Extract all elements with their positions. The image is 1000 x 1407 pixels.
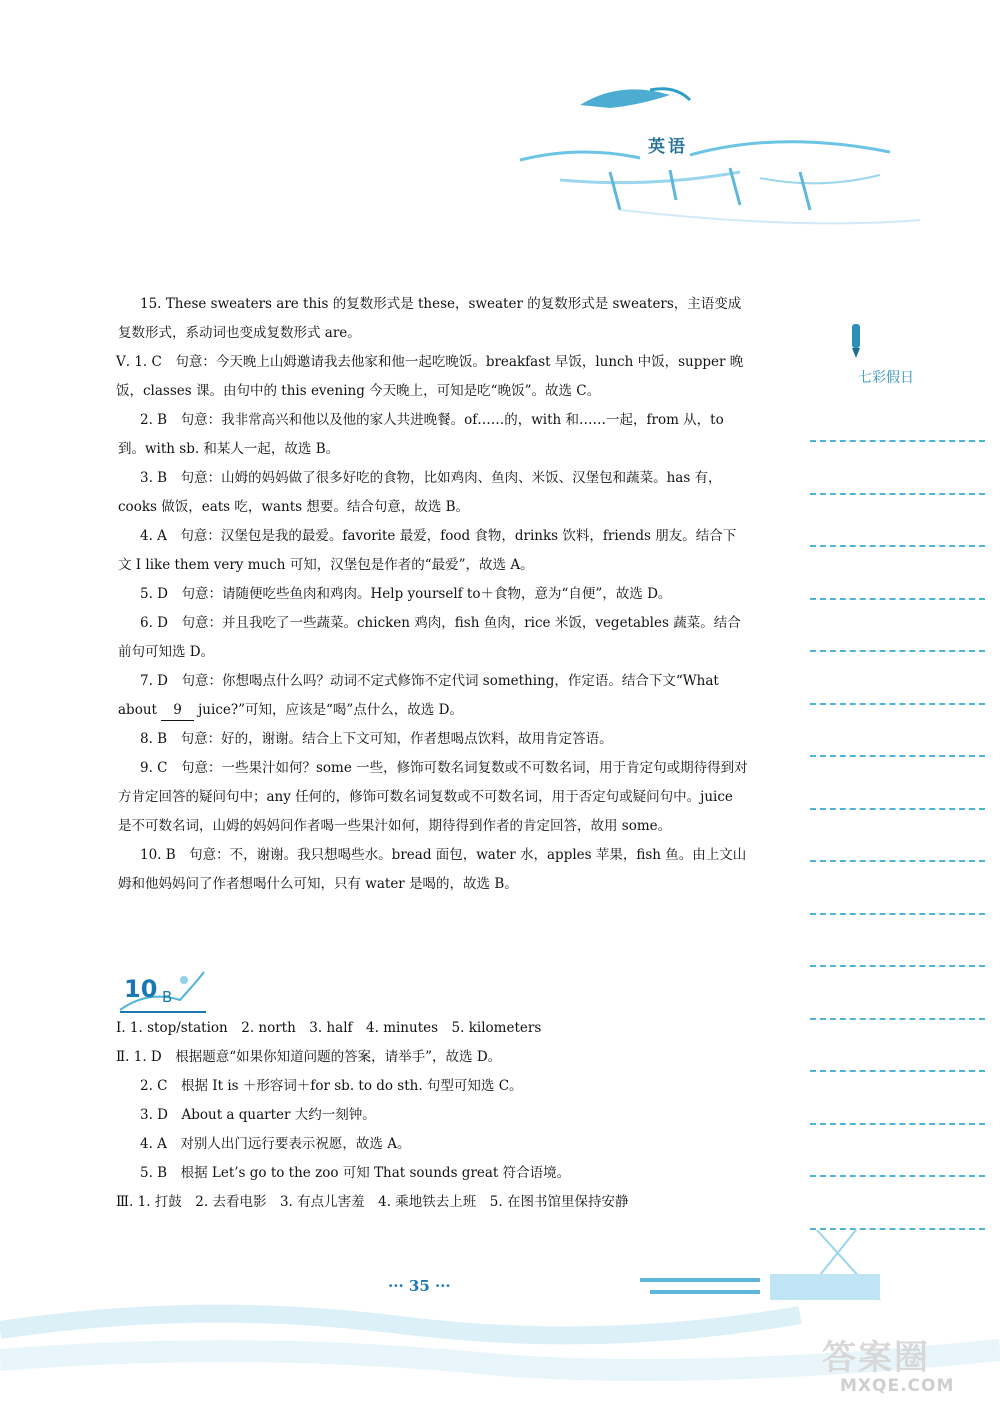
answer-item: 9. C 句意：一些果汁如何？some 一些，修饰可数名词复数或不可数名词，用于肯定句或期待得到对方肯定回答的疑问句中；any 任何的，修饰可数名词复数或不可数名词，用于否定句或疑问句中。juice 是不可数名词，山姆的妈妈问作者喝一些果汁如何，期待得到作者的肯定回答，故用 some。 <box>118 760 748 834</box>
answer-item: 5. D 句意：请随便吃些鱼肉和鸡肉。Help yourself to＋食物，意为“自便”，故选 D。 <box>140 586 672 602</box>
answer-item: 15. These sweaters are this 的复数形式是 these，sweater 的复数形式是 sweaters，主语变成复数形式，系动词也变成复数形式 are。 <box>118 296 742 341</box>
answer-item: 4. A 对别人出门远行要表示祝愿，故选 A。 <box>140 1136 411 1152</box>
answer-item: Ⅱ. 1. D 根据题意“如果你知道问题的答案，请举手”，故选 D。 <box>116 1049 502 1065</box>
answer-item: Ⅰ. 1. stop/station 2. north 3. half 4. minutes 5. kilometers <box>116 1020 542 1036</box>
answer-text: 7. D 句意：你想喝点什么吗？动词不定式修饰不定代词 something，作定语。结合下文“What about <box>118 673 719 718</box>
answer-item: 3. D About a quarter 大约一刻钟。 <box>140 1107 376 1123</box>
answer-item: 4. A 句意：汉堡包是我的最爱。favorite 最爱，food 食物，drinks 饮料，friends 朋友。结合下文 I like them very much 可知，汉堡包是作者的“最爱”，故选 A。 <box>118 528 737 573</box>
answer-item: 2. C 根据 It is ＋形容词＋for sb. to do sth. 句型可知选 C。 <box>140 1078 523 1094</box>
watermark-url: MXQE.COM <box>840 1376 955 1396</box>
answer-item: 8. B 句意：好的，谢谢。结合上下文可知，作者想喝点饮料，故用肯定答语。 <box>140 731 613 747</box>
answer-item: Ⅴ. 1. C 句意：今天晚上山姆邀请我去他家和他一起吃晚饭。breakfast 早饭，lunch 中饭，supper 晚饭，classes 课。由句中的 this evening 今天晚上，可知是吃“晚饭”。故选 C。 <box>116 354 744 399</box>
pen-icon <box>846 322 868 362</box>
subject-label: 英语 <box>648 137 688 157</box>
watermark-text: 答案圈 <box>822 1338 930 1378</box>
header-decoration <box>500 60 920 230</box>
answer-item: 2. B 句意：我非常高兴和他以及他的家人共进晚餐。of……的，with 和……一起，from 从，to 到。with sb. 和某人一起，故选 B。 <box>118 412 724 457</box>
note-lines <box>810 440 985 1280</box>
fill-blank: 9 <box>161 700 194 721</box>
unit-number: 10 <box>124 975 158 1003</box>
answer-text: juice?”可知，应该是“喝”点什么，故选 D。 <box>193 702 463 718</box>
page-number: ··· 35 ··· <box>388 1277 451 1295</box>
unit-letter: B <box>162 988 173 1006</box>
sidebar-label: 七彩假日 <box>858 370 914 386</box>
answer-item: 10. B 句意：不，谢谢。我只想喝些水。bread 面包，water 水，apples 苹果，fish 鱼。由上文山姆和他妈妈问了作者想喝什么可知，只有 water 是喝的，故选 B。 <box>118 847 747 892</box>
answer-item: Ⅲ. 1. 打鼓 2. 去看电影 3. 有点儿害羞 4. 乘地铁去上班 5. 在图书馆里保持安静 <box>116 1194 629 1210</box>
answer-item <box>118 667 748 725</box>
answer-section-b <box>118 1014 758 1217</box>
answer-item: 5. B 根据 Let’s go to the zoo 可知 That sounds great 符合语境。 <box>140 1165 571 1181</box>
answer-item: 3. B 句意：山姆的妈妈做了很多好吃的食物，比如鸡肉、鱼肉、米饭、汉堡包和蔬菜。has 有，cooks 做饭，eats 吃，wants 想要。结合句意，故选 B。 <box>118 470 722 515</box>
answer-item: 6. D 句意：并且我吃了一些蔬菜。chicken 鸡肉，fish 鱼肉，rice 米饭，vegetables 蔬菜。结合前句可知选 D。 <box>118 615 741 660</box>
answer-section-v <box>118 290 748 899</box>
